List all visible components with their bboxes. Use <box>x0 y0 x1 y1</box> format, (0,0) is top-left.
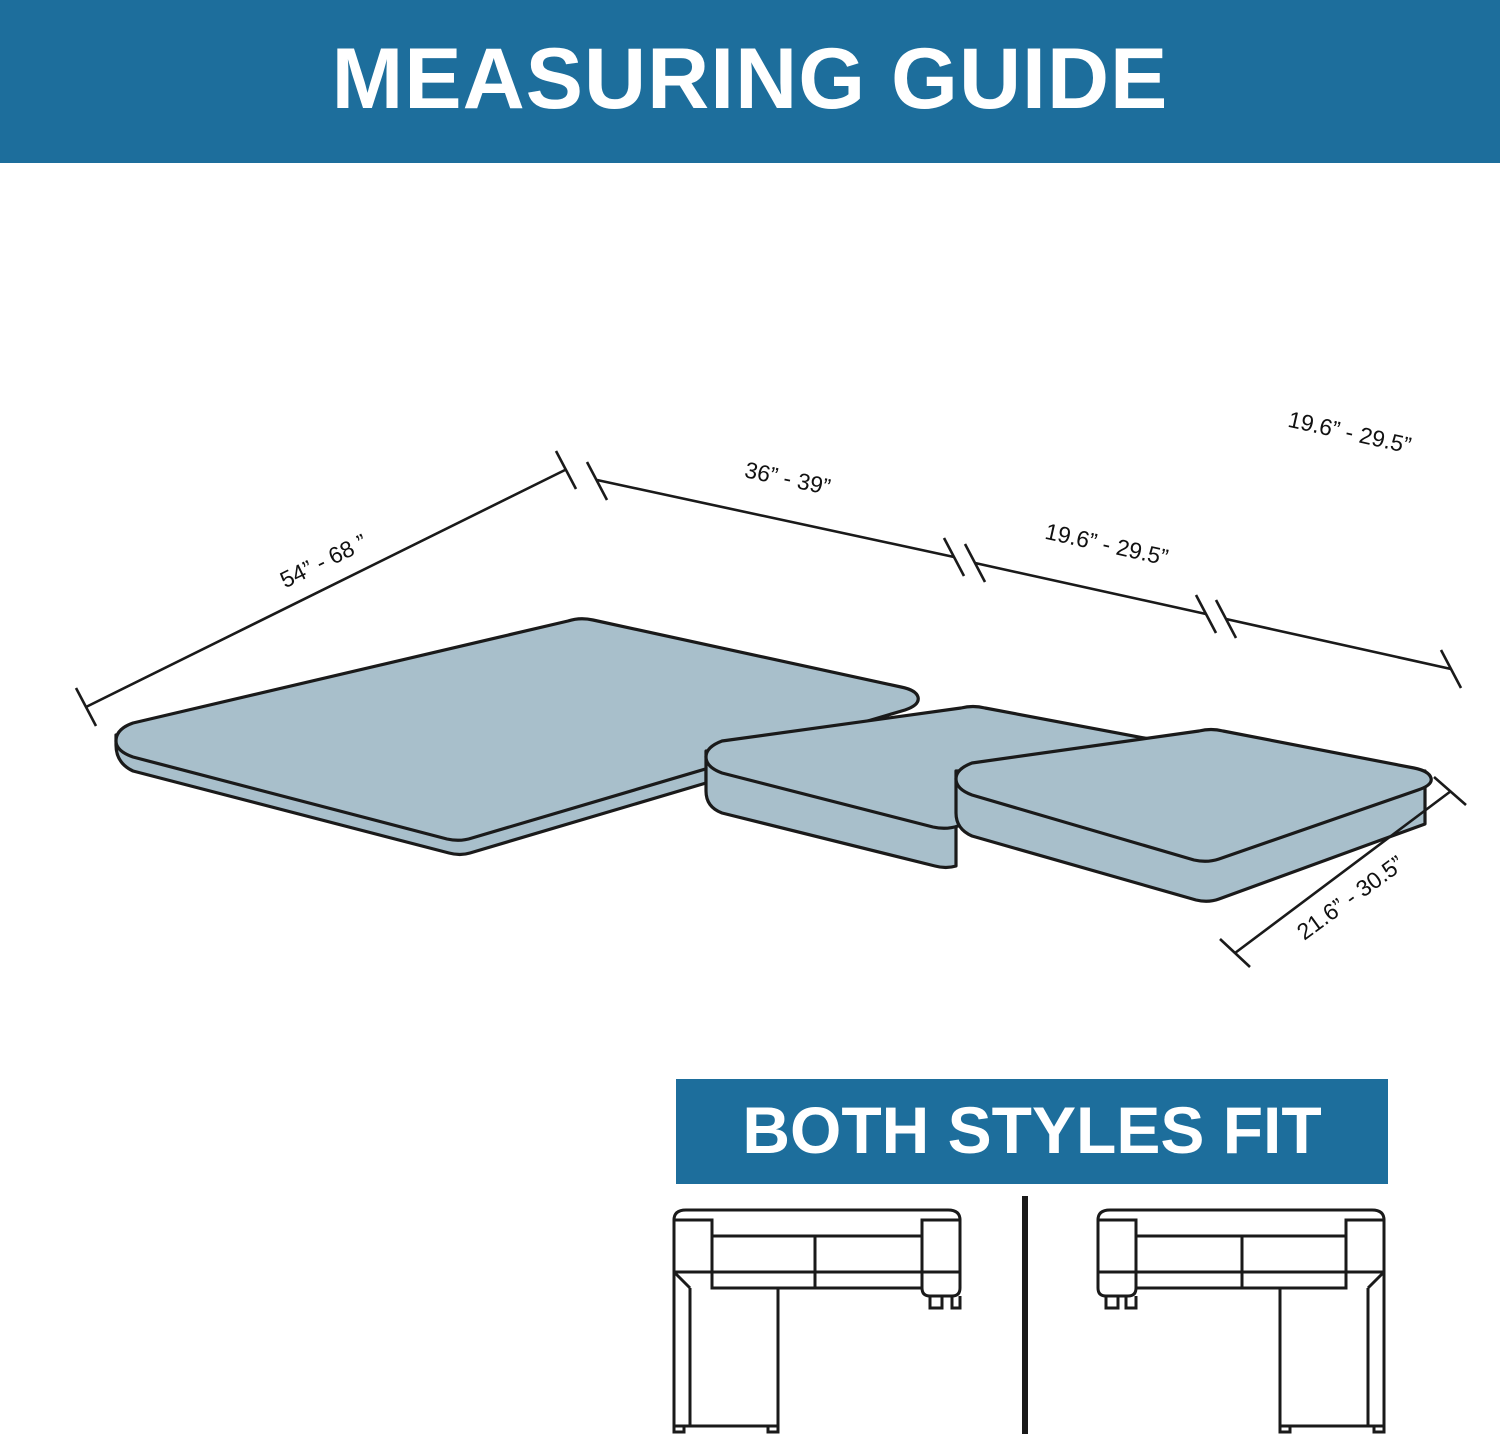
page-title: MEASURING GUIDE <box>331 30 1169 127</box>
sofa-style-figures <box>630 1196 1450 1434</box>
sofa-cushion-illustration <box>0 163 1500 1068</box>
both-styles-title: BOTH STYLES FIT <box>742 1092 1322 1167</box>
measurement-diagram <box>0 163 1500 1068</box>
dimension-label-chaise-length: 54” - 68 ” <box>275 528 372 593</box>
style-figures-svg <box>630 1196 1450 1434</box>
dimension-label-chaise-width: 36” - 39” <box>742 456 833 500</box>
dimension-label-seat-depth: 21.6” - 30.5” <box>1291 850 1409 945</box>
left-facing-sectional-figure <box>674 1210 960 1432</box>
dimension-label-seat-one-width: 19.6” - 29.5” <box>1042 517 1171 571</box>
header-banner <box>0 0 1500 163</box>
right-facing-sectional-figure <box>1098 1210 1384 1432</box>
both-styles-banner <box>676 1079 1388 1184</box>
dimension-label-seat-two-width: 19.6” - 29.5” <box>1285 405 1414 459</box>
